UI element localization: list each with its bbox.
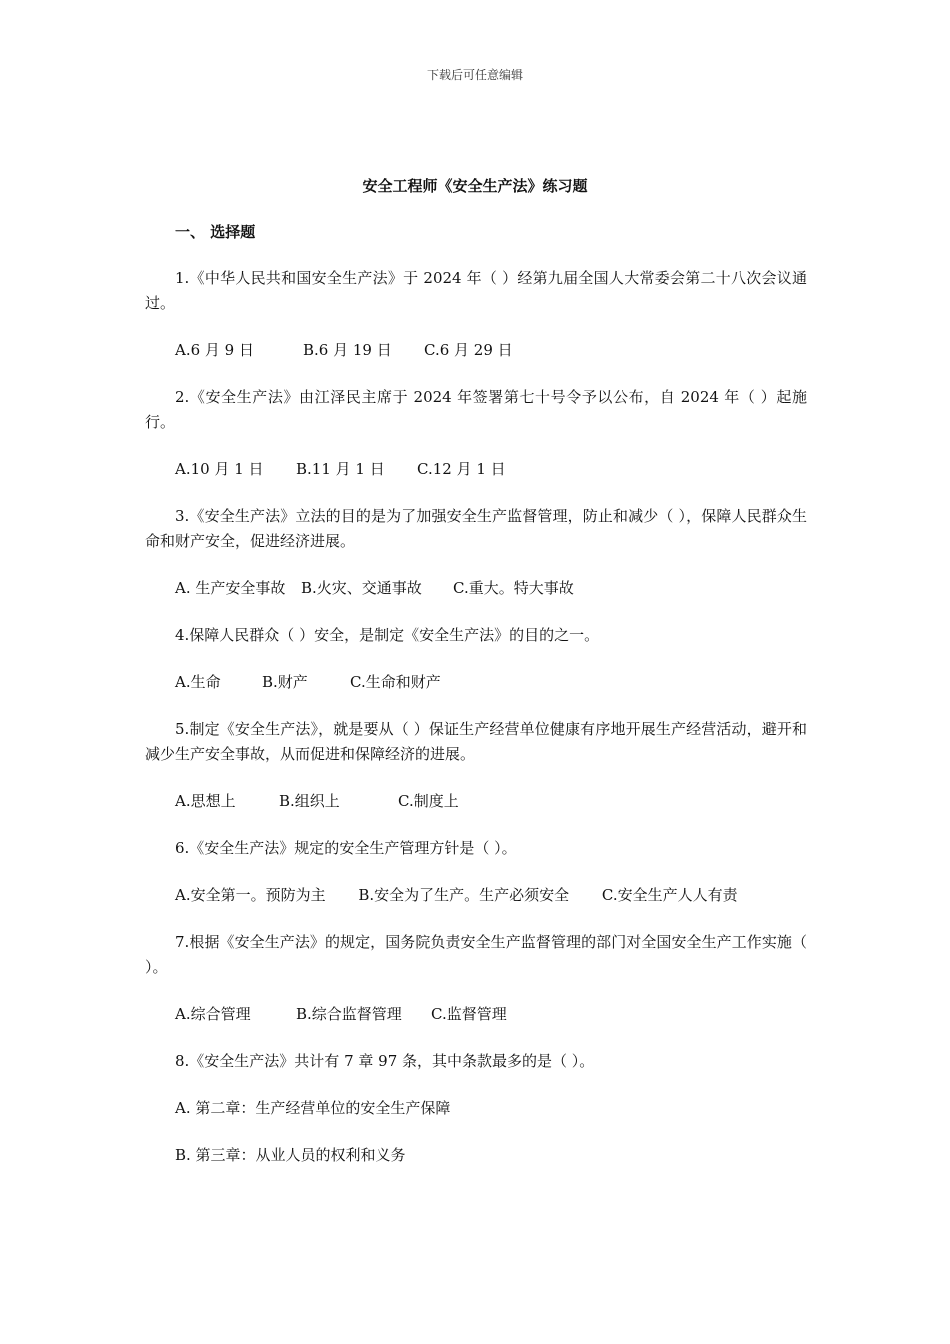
option-2b: B.11 月 1 日 — [296, 460, 385, 478]
option-3a: A. 生产安全事故 — [175, 579, 286, 597]
question-5: 5.制定《安全生产法》，就是要从（ ）保证生产经营单位健康有序地开展生产经营活动，避开和减少生产安全事故，从而促进和保障经济的进展。 — [145, 720, 807, 763]
document-title: 安全工程师《安全生产法》练习题 — [362, 177, 588, 195]
option-1a: A.6 月 9 日 — [175, 341, 254, 359]
options-4 — [145, 670, 807, 695]
option-7a: A.综合管理 — [175, 1005, 251, 1023]
options-1 — [145, 338, 807, 363]
options-3 — [145, 576, 807, 601]
option-5a: A.思想上 — [175, 792, 236, 810]
question-2: 2.《安全生产法》由江泽民主席于 2024 年签署第七十号令予以公布，自 2024 年（ ）起施行。 — [145, 388, 807, 431]
option-5c: C.制度上 — [398, 792, 459, 810]
option-3b: B.火灾、交通事故 — [301, 579, 422, 597]
question-8: 8.《安全生产法》共计有 7 章 97 条，其中条款最多的是（ ）。 — [175, 1052, 595, 1070]
section-heading: 一、 选择题 — [175, 223, 256, 241]
option-4a: A.生命 — [175, 673, 221, 691]
option-8b: B. 第三章：从业人员的权利和义务 — [175, 1146, 406, 1164]
option-7c: C.监督管理 — [431, 1005, 507, 1023]
options-7 — [145, 1002, 807, 1027]
option-1c: C.6 月 29 日 — [424, 341, 513, 359]
question-1: 1.《中华人民共和国安全生产法》于 2024 年（ ）经第九届全国人大常委会第二十八次会议通过。 — [145, 269, 807, 312]
option-2c: C.12 月 1 日 — [417, 460, 506, 478]
question-7: 7.根据《安全生产法》的规定，国务院负责安全生产监督管理的部门对全国安全生产工作实施（ ）。 — [145, 933, 807, 976]
options-6: A.安全第一。预防为主 B.安全为了生产。生产必须安全 C.安全生产人人有责 — [175, 886, 738, 904]
option-2a: A.10 月 1 日 — [175, 460, 264, 478]
question-4: 4.保障人民群众（ ）安全，是制定《安全生产法》的目的之一。 — [175, 626, 600, 644]
option-1b: B.6 月 19 日 — [303, 341, 392, 359]
option-4c: C.生命和财产 — [350, 673, 441, 691]
question-list — [145, 266, 807, 1190]
question-6: 6.《安全生产法》规定的安全生产管理方针是（ ）。 — [175, 839, 517, 857]
option-5b: B.组织上 — [279, 792, 340, 810]
options-2 — [145, 457, 807, 482]
options-5 — [145, 789, 807, 814]
option-4b: B.财产 — [262, 673, 308, 691]
option-8a: A. 第二章：生产经营单位的安全生产保障 — [175, 1099, 451, 1117]
option-3c: C.重大。特大事故 — [453, 579, 574, 597]
question-3: 3.《安全生产法》立法的目的是为了加强安全生产监督管理，防止和减少（ ），保障人民群众生命和财产安全，促进经济进展。 — [145, 507, 807, 550]
page-header: 下载后可任意编辑 — [426, 68, 523, 82]
option-7b: B.综合监督管理 — [296, 1005, 402, 1023]
